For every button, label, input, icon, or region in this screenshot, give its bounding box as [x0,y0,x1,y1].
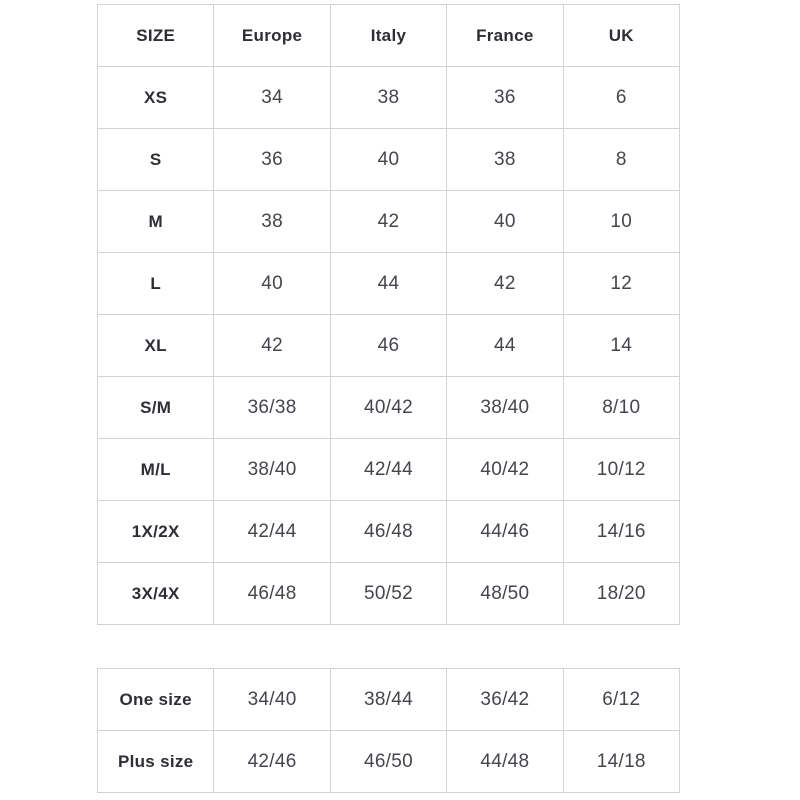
size-value-cell: 38/40 [447,377,563,439]
row-label: Plus size [98,731,214,793]
size-value-cell: 38/40 [214,439,330,501]
size-value-cell: 40 [447,191,563,253]
size-value-cell: 42/44 [330,439,446,501]
size-value-cell: 18/20 [563,563,679,625]
table-row-l [98,253,680,315]
size-value-cell: 40 [330,129,446,191]
size-value-cell: 38 [330,67,446,129]
column-header-europe: Europe [214,5,330,67]
size-value-cell: 42/46 [214,731,330,793]
size-value-cell: 36 [214,129,330,191]
row-label: One size [98,669,214,731]
column-header-italy: Italy [330,5,446,67]
size-value-cell: 8 [563,129,679,191]
size-value-cell: 50/52 [330,563,446,625]
size-value-cell: 40/42 [447,439,563,501]
table-row-s [98,129,680,191]
size-value-cell: 46/48 [214,563,330,625]
size-value-cell: 34 [214,67,330,129]
size-value-cell: 42 [330,191,446,253]
size-value-cell: 40 [214,253,330,315]
table-row-3x-4x [98,563,680,625]
size-value-cell: 36/42 [447,669,563,731]
table-row-one-size [98,669,680,731]
column-header-france: France [447,5,563,67]
size-value-cell: 42 [214,315,330,377]
size-value-cell: 46/48 [330,501,446,563]
row-label: XS [98,67,214,129]
table-row-s-m [98,377,680,439]
size-value-cell: 38/44 [330,669,446,731]
table-row-xs [98,67,680,129]
size-value-cell: 46 [330,315,446,377]
row-label: XL [98,315,214,377]
size-value-cell: 44/46 [447,501,563,563]
row-label: S/M [98,377,214,439]
size-value-cell: 8/10 [563,377,679,439]
size-value-cell: 14/16 [563,501,679,563]
row-label: M/L [98,439,214,501]
size-value-cell: 46/50 [330,731,446,793]
size-value-cell: 38 [447,129,563,191]
size-value-cell: 14/18 [563,731,679,793]
row-label: M [98,191,214,253]
size-value-cell: 36 [447,67,563,129]
size-value-cell: 40/42 [330,377,446,439]
size-value-cell: 36/38 [214,377,330,439]
table-row-m [98,191,680,253]
row-label: L [98,253,214,315]
size-value-cell: 44 [447,315,563,377]
size-value-cell: 10 [563,191,679,253]
size-value-cell: 44 [330,253,446,315]
size-value-cell: 44/48 [447,731,563,793]
size-value-cell: 12 [563,253,679,315]
table-header-row [98,5,680,67]
size-conversion-table [97,4,680,625]
size-value-cell: 42 [447,253,563,315]
special-sizes-table [97,668,680,793]
row-label: S [98,129,214,191]
column-header-uk: UK [563,5,679,67]
size-value-cell: 6 [563,67,679,129]
table-row-m-l [98,439,680,501]
table-row-1x-2x [98,501,680,563]
size-value-cell: 42/44 [214,501,330,563]
row-label: 1X/2X [98,501,214,563]
size-value-cell: 48/50 [447,563,563,625]
size-value-cell: 34/40 [214,669,330,731]
row-label: 3X/4X [98,563,214,625]
column-header-size: SIZE [98,5,214,67]
size-value-cell: 6/12 [563,669,679,731]
table-row-xl [98,315,680,377]
size-value-cell: 14 [563,315,679,377]
size-value-cell: 38 [214,191,330,253]
size-value-cell: 10/12 [563,439,679,501]
table-row-plus-size [98,731,680,793]
